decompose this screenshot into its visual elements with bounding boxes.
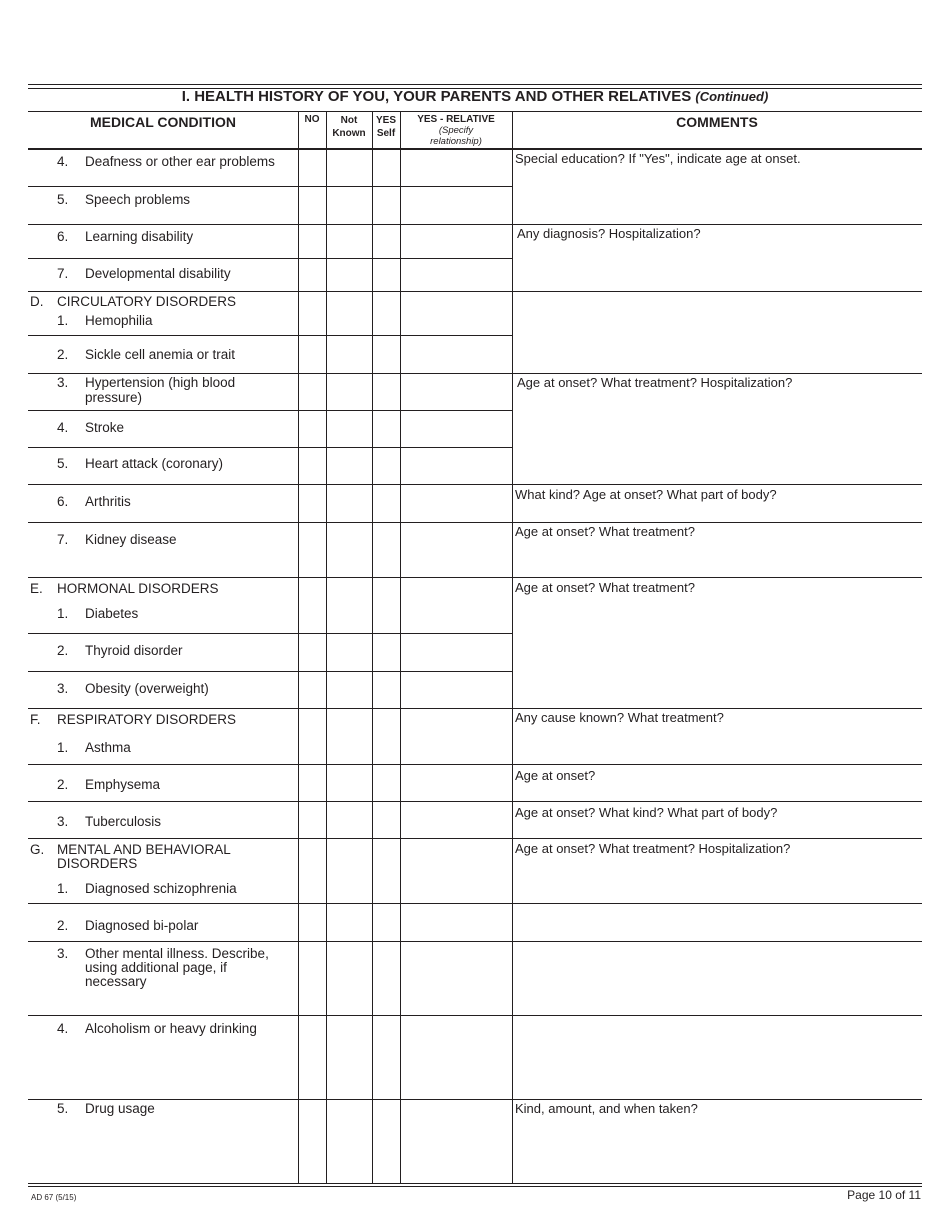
section-letter: E. [30, 581, 43, 596]
row-number: 6. [57, 494, 69, 509]
condition-developmental: Developmental disability [85, 266, 231, 281]
row-number: 4. [57, 420, 69, 435]
row-number: 6. [57, 229, 69, 244]
condition-sickle-cell: Sickle cell anemia or trait [85, 347, 236, 362]
row-divider [28, 291, 922, 292]
row-divider [28, 335, 512, 336]
comment-asthma: Any cause known? What treatment? [515, 710, 724, 725]
top-rule [28, 84, 922, 85]
condition-hypertension: Hypertension (high blood [85, 375, 236, 390]
section-letter: F. [30, 712, 41, 727]
condition-other-mental: Other mental illness. Describe, [85, 946, 269, 961]
page-number: Page 10 of 11 [847, 1188, 921, 1202]
row-number: 3. [57, 375, 69, 390]
page-title [28, 89, 922, 111]
row-number: 5. [57, 456, 69, 471]
header-not-known-line1: Not [340, 115, 358, 126]
title-text: I. HEALTH HISTORY OF YOU, YOUR PARENTS AND OTHER RELATIVES [181, 88, 692, 105]
condition-tuberculosis: Tuberculosis [85, 814, 162, 829]
header-no: NO [304, 114, 320, 125]
row-divider [28, 258, 512, 259]
row-divider [28, 671, 512, 672]
comment-drug-usage: Kind, amount, and when taken? [515, 1101, 698, 1116]
condition-speech: Speech problems [85, 192, 191, 207]
comment-hormonal: Age at onset? What treatment? [515, 580, 695, 595]
condition-learning: Learning disability [85, 229, 194, 244]
row-divider [28, 801, 922, 802]
condition-diabetes: Diabetes [85, 606, 139, 621]
row-divider [28, 1015, 922, 1016]
row-number: 3. [57, 681, 69, 696]
header-bottom-rule [28, 148, 922, 150]
header-comments: COMMENTS [676, 114, 758, 130]
row-number: 1. [57, 313, 69, 328]
row-number: 4. [57, 154, 69, 169]
condition-other-mental-line3: necessary [85, 974, 147, 989]
header-yes-self [372, 114, 400, 140]
condition-heart-attack: Heart attack (coronary) [85, 456, 224, 471]
condition-alcoholism: Alcoholism or heavy drinking [85, 1021, 257, 1036]
header-specify-line2: relationship) [430, 136, 482, 147]
row-divider [28, 903, 922, 904]
header-medical-condition: MEDICAL CONDITION [90, 114, 236, 130]
row-divider [28, 633, 512, 634]
form-number: AD 67 (5/15) [31, 1193, 77, 1202]
section-respiratory: RESPIRATORY DISORDERS [57, 712, 237, 727]
comment-tuberculosis: Age at onset? What kind? What part of body? [515, 805, 778, 820]
section-letter: G. [30, 842, 45, 857]
header-yes-self-line2: Self [376, 128, 396, 139]
condition-hemophilia: Hemophilia [85, 313, 153, 328]
condition-schizophrenia: Diagnosed schizophrenia [85, 881, 237, 896]
comment-circulatory: Age at onset? What treatment? Hospitalization? [517, 375, 793, 390]
section-hormonal: HORMONAL DISORDERS [57, 581, 219, 596]
comment-mental: Age at onset? What treatment? Hospitalization? [515, 841, 791, 856]
row-number: 2. [57, 347, 69, 362]
condition-obesity: Obesity (overweight) [85, 681, 209, 696]
comment-diagnosis: Any diagnosis? Hospitalization? [517, 226, 701, 241]
col-line-notknown [326, 111, 327, 1184]
condition-stroke: Stroke [85, 420, 125, 435]
row-number: 1. [57, 606, 69, 621]
header-not-known-line2: Known [332, 128, 366, 139]
condition-arthritis: Arthritis [85, 494, 131, 509]
row-divider [28, 373, 922, 374]
row-divider [28, 484, 922, 485]
header-yes-relative-line1: YES - RELATIVE [417, 114, 495, 125]
row-divider [28, 764, 922, 765]
row-number: 2. [57, 918, 69, 933]
row-number: 3. [57, 946, 69, 961]
condition-kidney: Kidney disease [85, 532, 177, 547]
title-divider [28, 111, 922, 112]
header-yes-self-line1: YES [375, 115, 396, 126]
row-divider [28, 708, 922, 709]
section-mental-line2: DISORDERS [57, 856, 138, 871]
comment-emphysema: Age at onset? [515, 768, 596, 783]
row-divider [28, 186, 512, 187]
row-number: 1. [57, 881, 69, 896]
col-line-comments [512, 111, 513, 1184]
condition-asthma: Asthma [85, 740, 131, 755]
row-number: 2. [57, 643, 69, 658]
section-letter: D. [30, 294, 44, 309]
header-not-known [326, 114, 372, 140]
row-number: 5. [57, 1101, 69, 1116]
comment-arthritis: What kind? Age at onset? What part of body? [515, 487, 777, 502]
row-number: 5. [57, 192, 69, 207]
row-divider [28, 1099, 922, 1100]
row-number: 1. [57, 740, 69, 755]
condition-emphysema: Emphysema [85, 777, 161, 792]
condition-bipolar: Diagnosed bi-polar [85, 918, 199, 933]
condition-other-mental-line2: using additional page, if [85, 960, 227, 975]
bottom-rule-2 [28, 1186, 922, 1187]
col-line-yesself [372, 111, 373, 1184]
row-divider [28, 522, 922, 523]
row-number: 7. [57, 532, 69, 547]
bottom-rule [28, 1183, 922, 1184]
section-circulatory: CIRCULATORY DISORDERS [57, 294, 237, 309]
condition-deafness: Deafness or other ear problems [85, 154, 275, 169]
row-number: 3. [57, 814, 69, 829]
section-mental: MENTAL AND BEHAVIORAL [57, 842, 231, 857]
comment-special-education: Special education? If "Yes", indicate age at onset. [515, 151, 801, 166]
row-number: 7. [57, 266, 69, 281]
row-number: 2. [57, 777, 69, 792]
header-specify-line1: (Specify [438, 125, 474, 136]
row-divider [28, 447, 512, 448]
condition-drug-usage: Drug usage [85, 1101, 155, 1116]
row-divider [28, 410, 512, 411]
comment-kidney: Age at onset? What treatment? [515, 524, 695, 539]
row-number: 4. [57, 1021, 69, 1036]
row-divider [28, 577, 922, 578]
condition-thyroid: Thyroid disorder [85, 643, 183, 658]
row-divider [28, 941, 922, 942]
header-yes-relative [400, 114, 512, 147]
col-line-relative [400, 111, 401, 1184]
row-divider [28, 838, 922, 839]
row-divider [28, 224, 922, 225]
condition-hypertension-line2: pressure) [85, 390, 143, 405]
col-line-no [298, 111, 299, 1184]
title-continued: (Continued) [695, 89, 769, 104]
